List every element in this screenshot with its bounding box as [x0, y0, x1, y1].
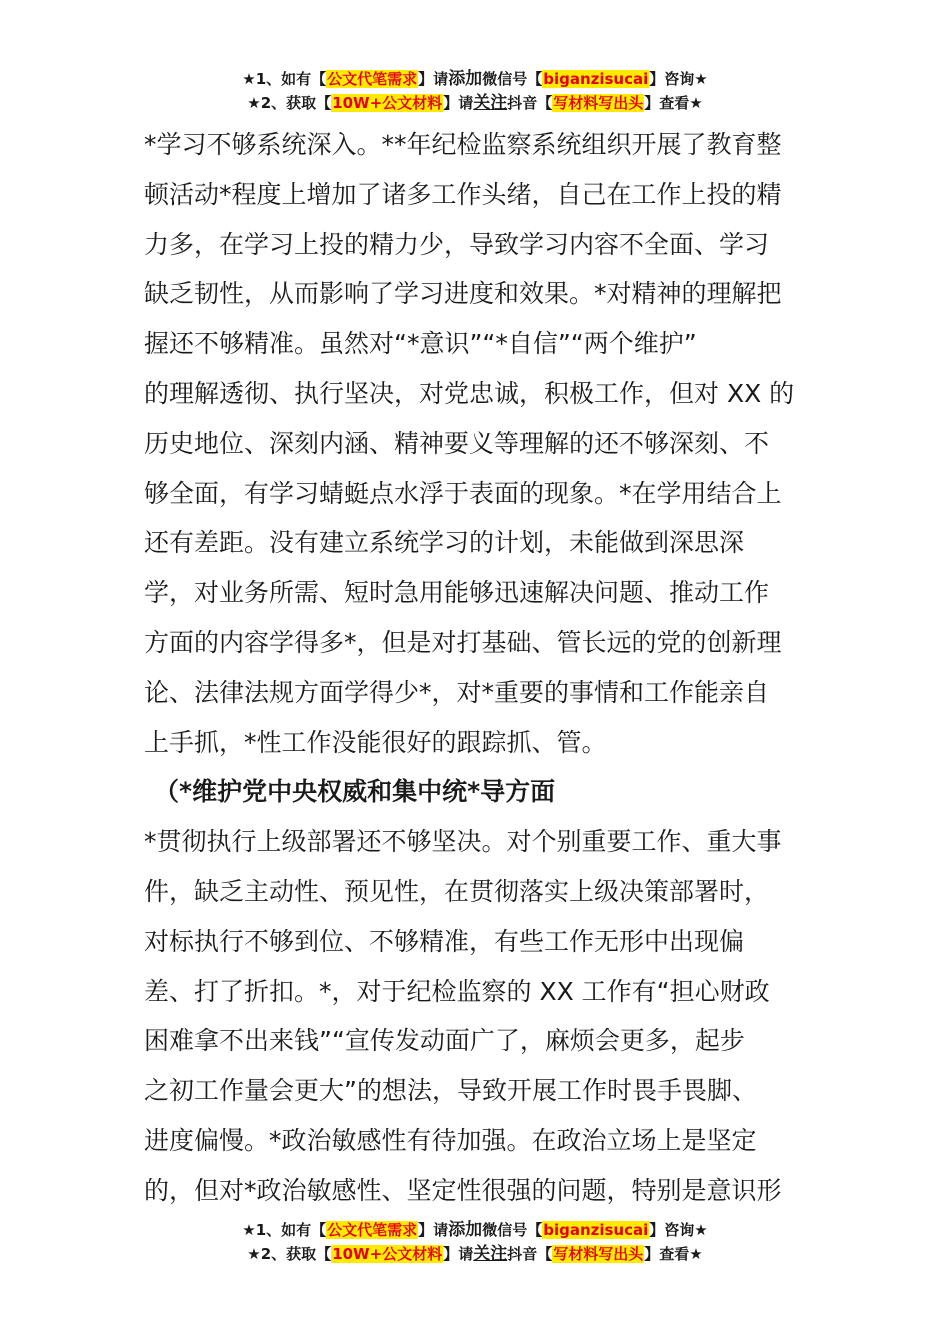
- text-line: *贯彻执行上级部署还不够坚决。对个别重要工作、重大事: [144, 827, 782, 857]
- document-body: [144, 120, 809, 1216]
- banner-text: ★2、获取【: [247, 94, 332, 112]
- banner-text: 微信号【: [482, 1221, 543, 1239]
- highlight-wechat-id: biganzisucai: [543, 70, 649, 88]
- header-banner: [0, 67, 950, 115]
- text-line: 论、法律法规方面学得少*，对*重要的事情和工作能亲自: [144, 677, 770, 707]
- paragraph-study: [144, 120, 809, 767]
- banner-text: 抖音【: [507, 94, 553, 112]
- text-line: *学习不够系统深入。**年纪检监察系统组织开展了教育整: [144, 130, 782, 159]
- banner-text: 抖音【: [507, 1245, 553, 1263]
- text-line: 之初工作量会更大”的想法，导致开展工作时畏手畏脚、: [144, 1076, 757, 1106]
- banner-text: ★1、如有【: [242, 70, 327, 88]
- footer-banner: [0, 1218, 950, 1266]
- banner-text: 添加: [448, 1220, 483, 1240]
- banner-line-1: [0, 1218, 950, 1242]
- banner-text: 】咨询★: [649, 1221, 708, 1239]
- text-line: 进度偏慢。*政治敏感性有待加强。在政治立场上是坚定: [144, 1125, 757, 1155]
- banner-line-2: [0, 1242, 950, 1266]
- banner-text: 】咨询★: [649, 70, 708, 88]
- banner-text: ★1、如有【: [242, 1221, 327, 1239]
- paragraph-authority: [144, 817, 809, 1215]
- banner-text: 添加: [448, 69, 483, 89]
- text-line: 方面的内容学得多*，但是对打基础、管长远的党的创新理: [144, 627, 782, 657]
- banner-text: 】请: [443, 94, 474, 112]
- text-line: 件，缺乏主动性、预见性，在贯彻落实上级决策部署时，: [144, 876, 770, 906]
- text-line: 上手抓，*性工作没能很好的跟踪抓、管。: [144, 727, 607, 757]
- text-line: 缺乏韧性，从而影响了学习进度和效果。*对精神的理解把: [144, 279, 782, 309]
- highlight-materials: 10W+公文材料: [332, 94, 443, 112]
- text-line: 够全面，有学习蜻蜓点水浮于表面的现象。*在学用结合上: [144, 478, 782, 508]
- banner-text: 关注: [473, 93, 508, 113]
- text-line: 对标执行不够到位、不够精准，有些工作无形中出现偏: [144, 926, 745, 956]
- text-line: 差、打了折扣。*，对于纪检监察的 XX 工作有“担心财政: [144, 976, 770, 1006]
- text-line: 的，但对*政治敏感性、坚定性很强的问题，特别是意识形: [144, 1175, 782, 1205]
- text-line: 历史地位、深刻内涵、精神要义等理解的还不够深刻、不: [144, 428, 770, 458]
- text-line: 力多，在学习上投的精力少，导致学习内容不全面、学习: [144, 229, 770, 259]
- text-line: 还有差距。没有建立系统学习的计划，未能做到深思深: [144, 528, 745, 558]
- text-line: 顿活动*程度上增加了诸多工作头绪，自己在工作上投的精: [144, 179, 782, 209]
- text-line: 学，对业务所需、短时急用能够迅速解决问题、推动工作: [144, 578, 770, 608]
- banner-text: 】查看★: [644, 94, 703, 112]
- banner-text: ★2、获取【: [247, 1245, 332, 1263]
- banner-text: 微信号【: [482, 70, 543, 88]
- highlight-wechat-id: biganzisucai: [543, 1221, 649, 1239]
- text-line: 的理解透彻、执行坚决，对党忠诚，积极工作，但对 XX 的: [144, 378, 795, 408]
- highlight-douyin-account: 写材料写出头: [553, 94, 644, 112]
- banner-text: 】请: [418, 70, 449, 88]
- banner-text: 】请: [418, 1221, 449, 1239]
- banner-text: 】查看★: [644, 1245, 703, 1263]
- text-line: 握还不够精准。虽然对“*意识”“*自信”“两个维护”: [144, 329, 697, 359]
- banner-line-2: [0, 91, 950, 115]
- text-line: 困难拿不出来钱”“宣传发动面广了，麻烦会更多，起步: [144, 1026, 745, 1056]
- highlight-service: 公文代笔需求: [327, 70, 418, 88]
- banner-text: 】请: [443, 1245, 474, 1263]
- banner-text: 关注: [473, 1244, 508, 1264]
- highlight-service: 公文代笔需求: [327, 1221, 418, 1239]
- highlight-douyin-account: 写材料写出头: [553, 1245, 644, 1263]
- banner-line-1: [0, 67, 950, 91]
- highlight-materials: 10W+公文材料: [332, 1245, 443, 1263]
- section-heading: （*维护党中央权威和集中统*导方面: [154, 777, 556, 807]
